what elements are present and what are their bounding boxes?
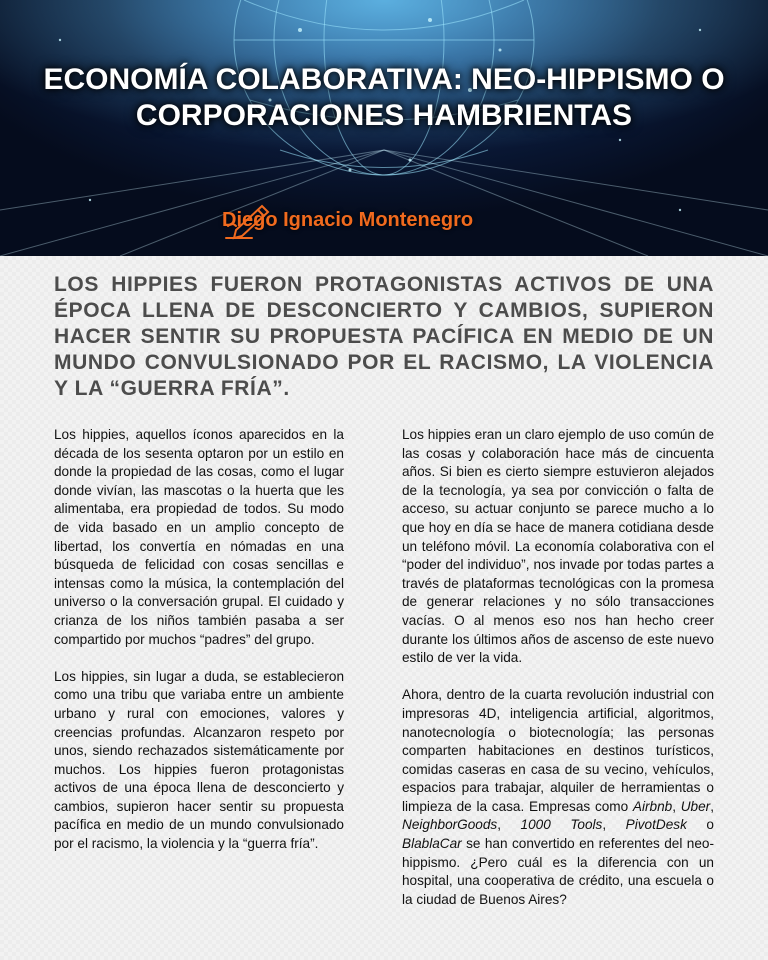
- pen-icon: [222, 200, 274, 240]
- right-column: [402, 426, 714, 928]
- lead-paragraph: LOS HIPPIES FUERON PROTAGONISTAS ACTIVOS DE UNA ÉPOCA LLENA DE DESCONCIERTO Y CAMBIOS, SUPIERON HACER SENTIR SU PROPUESTA PACÍFICA EN MEDIO DE UN MUNDO CONVULSIONADO POR EL RACISMO, LA VIOLENCIA Y LA “GUERRA FRÍA”.: [54, 273, 714, 400]
- separator: ,: [497, 817, 521, 833]
- paragraph-text: Ahora, dentro de la cuarta revolución industrial con impresoras 4D, inteligencia artificial, algoritmos, nanotecnología o biotecnología; las personas comparten habitaciones en destinos turísticos, comidas caseras en casa de su vecino, vehículos, espacios para trabajar, alquiler de herramientas o limpieza de la casa. Empresas como: [402, 687, 714, 814]
- author-byline: [222, 200, 473, 240]
- body-paragraph: Los hippies, sin lugar a duda, se establecieron como una tribu que variaba entre un ambiente urbano y rural con emociones, valores y creencias profundas. Alcanzaron respeto por unos, siendo rechazados sistemáticamente por muchos. Los hippies fueron protagonistas activos de una época llena de desconcierto y cambios, supieron hacer sentir su propuesta pacífica en medio de un mundo convulsionado por el racismo, la violencia y la “guerra fría”.: [54, 668, 344, 852]
- brand-name: PivotDesk: [625, 817, 687, 833]
- brand-name: NeighborGoods: [402, 817, 498, 833]
- separator: ,: [710, 798, 714, 814]
- author-name: Diego Ignacio Montenegro: [222, 208, 474, 231]
- paragraph-text: se han convertido en referentes del neo-hippismo. ¿Pero cuál es la diferencia con un hospital, una cooperativa de crédito, una escuela o la ciudad de Buenos Aires?: [402, 836, 714, 907]
- separator: ,: [672, 798, 681, 814]
- brand-name: BlablaCar: [402, 836, 462, 852]
- brand-name: Uber: [680, 798, 711, 814]
- body-paragraph: [402, 686, 714, 909]
- article-title: ECONOMÍA COLABORATIVA: NEO-HIPPISMO O CORPORACIONES HAMBRIENTAS: [43, 63, 725, 132]
- body-paragraph: Los hippies, aquellos íconos aparecidos en la década de los sesenta optaron por un estilo en donde la propiedad de las cosas, como el lugar donde vivían, las mascotas o la huerta que les alimentaba, era propiedad de todos. Su modo de vida basado en un amplio concepto de libertad, los convertía en nómadas en una búsqueda de felicidad con cosas sencillas e intensas como la música, la contemplación del universo o la conversación grupal. El cuidado y crianza de los niños también pasaba a ser compartido por muchos “padres” del grupo.: [54, 427, 344, 647]
- brand-name: 1000 Tools: [520, 817, 603, 833]
- separator: ,: [602, 817, 626, 833]
- left-column: [54, 426, 344, 872]
- separator: o: [686, 817, 714, 833]
- body-paragraph: Los hippies eran un claro ejemplo de uso común de las cosas y colaboración hace más de cincuenta años. Si bien es cierto siempre estuvieron alejados de la tecnología, ya sea por convicción o falta de acceso, su actuar conjunto se parece mucho a lo que hoy en día se hace de manera cotidiana desde un teléfono móvil. La economía colaborativa con el “poder del individuo”, nos invade por todas partes a través de plataformas tecnológicas con la promesa de generar relaciones y no sólo transacciones vacías. O al menos eso nos han hecho creer durante los últimos años de ascenso de este nuevo estilo de ver la vida.: [402, 427, 714, 666]
- header-banner: [0, 0, 768, 256]
- brand-name: Airbnb: [632, 798, 673, 814]
